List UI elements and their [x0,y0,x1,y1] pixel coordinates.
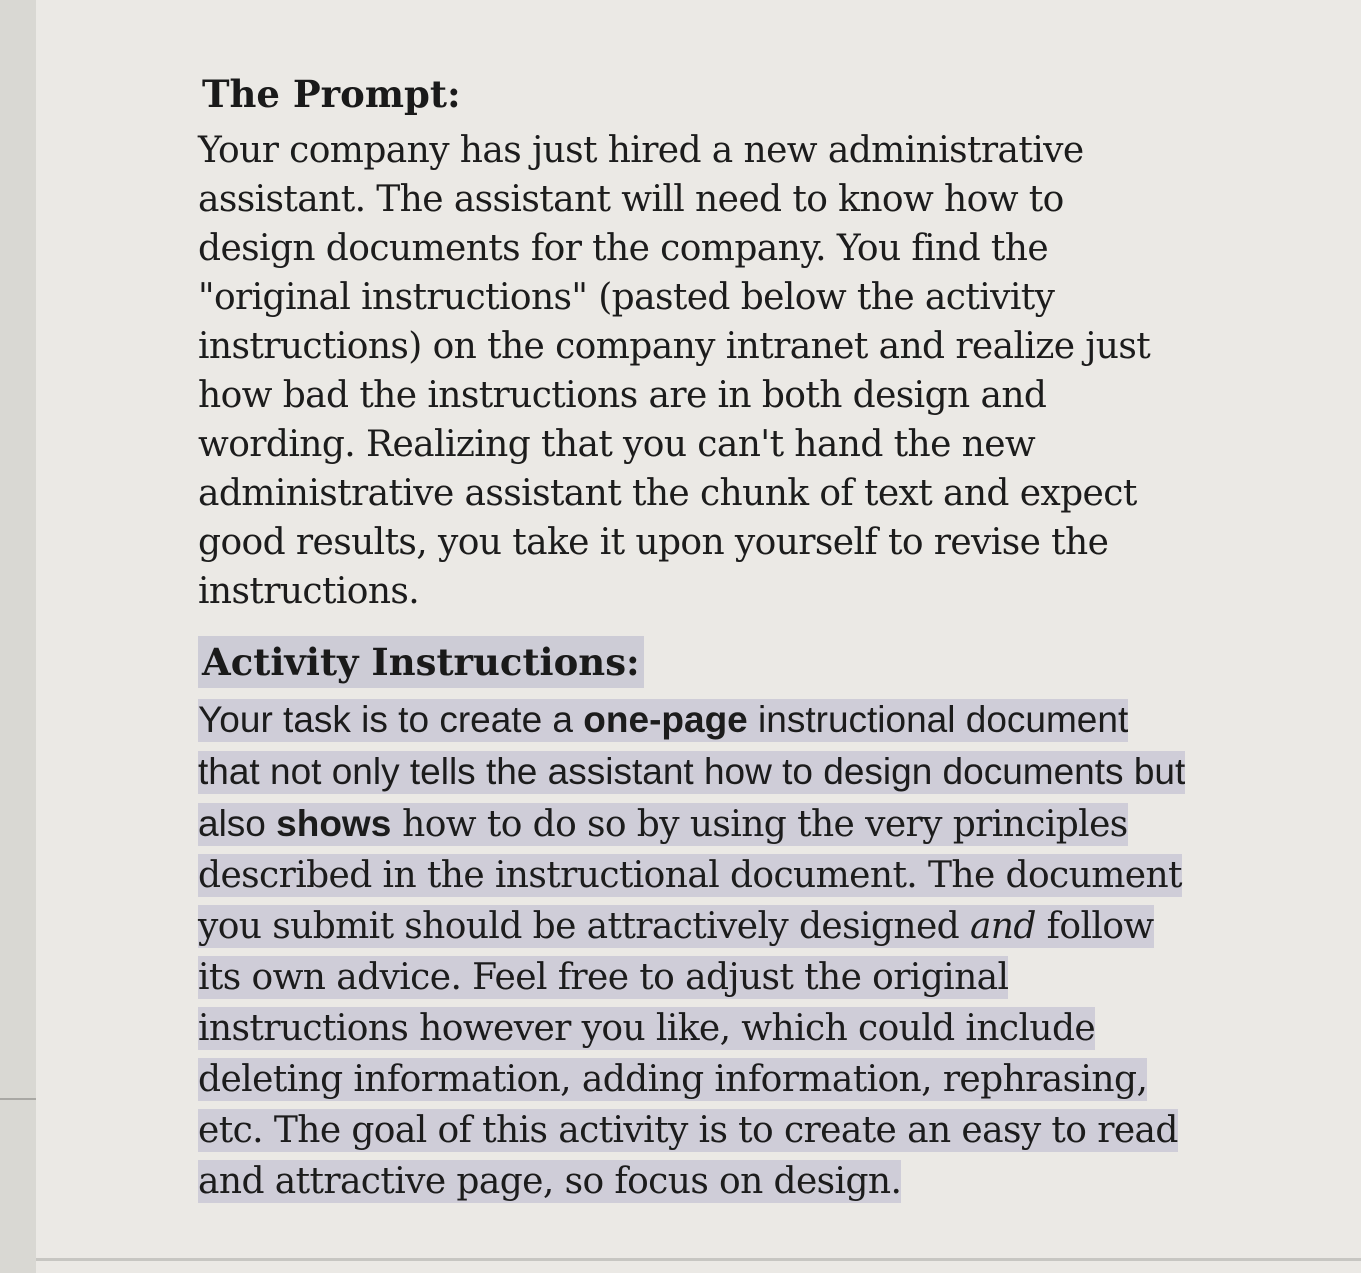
shows-emphasis: shows [276,803,392,844]
content-panel [36,0,1361,1273]
prompt-heading: The Prompt: [202,72,461,116]
bottom-divider [36,1258,1361,1261]
prompt-paragraph: Your company has just hired a new administrative assistant. The assistant will need to know how to design documents for the company. You find the "original instructions" (pasted below the activity instructions) on the company intranet and realize just how bad the instructions are in both design and wording. Realizing that you can't hand the new administrative assistant the chunk of text and expect good results, you take it upon yourself to revise the instructions. [198,130,1151,612]
activity-text-part5: follow its own advice. Feel free to adjust the original instructions however you like, which could include deleting information, adding information, rephrasing, etc. The goal of this activity is to create an easy to read and attractive page, so focus on design. [198,906,1178,1202]
activity-instructions-paragraph [198,694,1188,1207]
activity-text-part4: using the very principles described in the instructional document. The document you submit should be attractively designed [198,804,1182,947]
activity-text-part3: how to do so by [391,804,679,845]
activity-instructions-heading: Activity Instructions: [198,636,644,688]
activity-text-part1: Your task is to create a [198,699,584,740]
and-emphasis: and [969,906,1036,947]
left-strip-divider [0,1098,36,1100]
left-margin-strip [0,0,36,1273]
document-content [198,68,1188,1207]
one-page-emphasis: one-page [583,699,748,740]
activity-text-part2: instructional document that not only tells the assistant how to design documents but also [198,699,1186,844]
